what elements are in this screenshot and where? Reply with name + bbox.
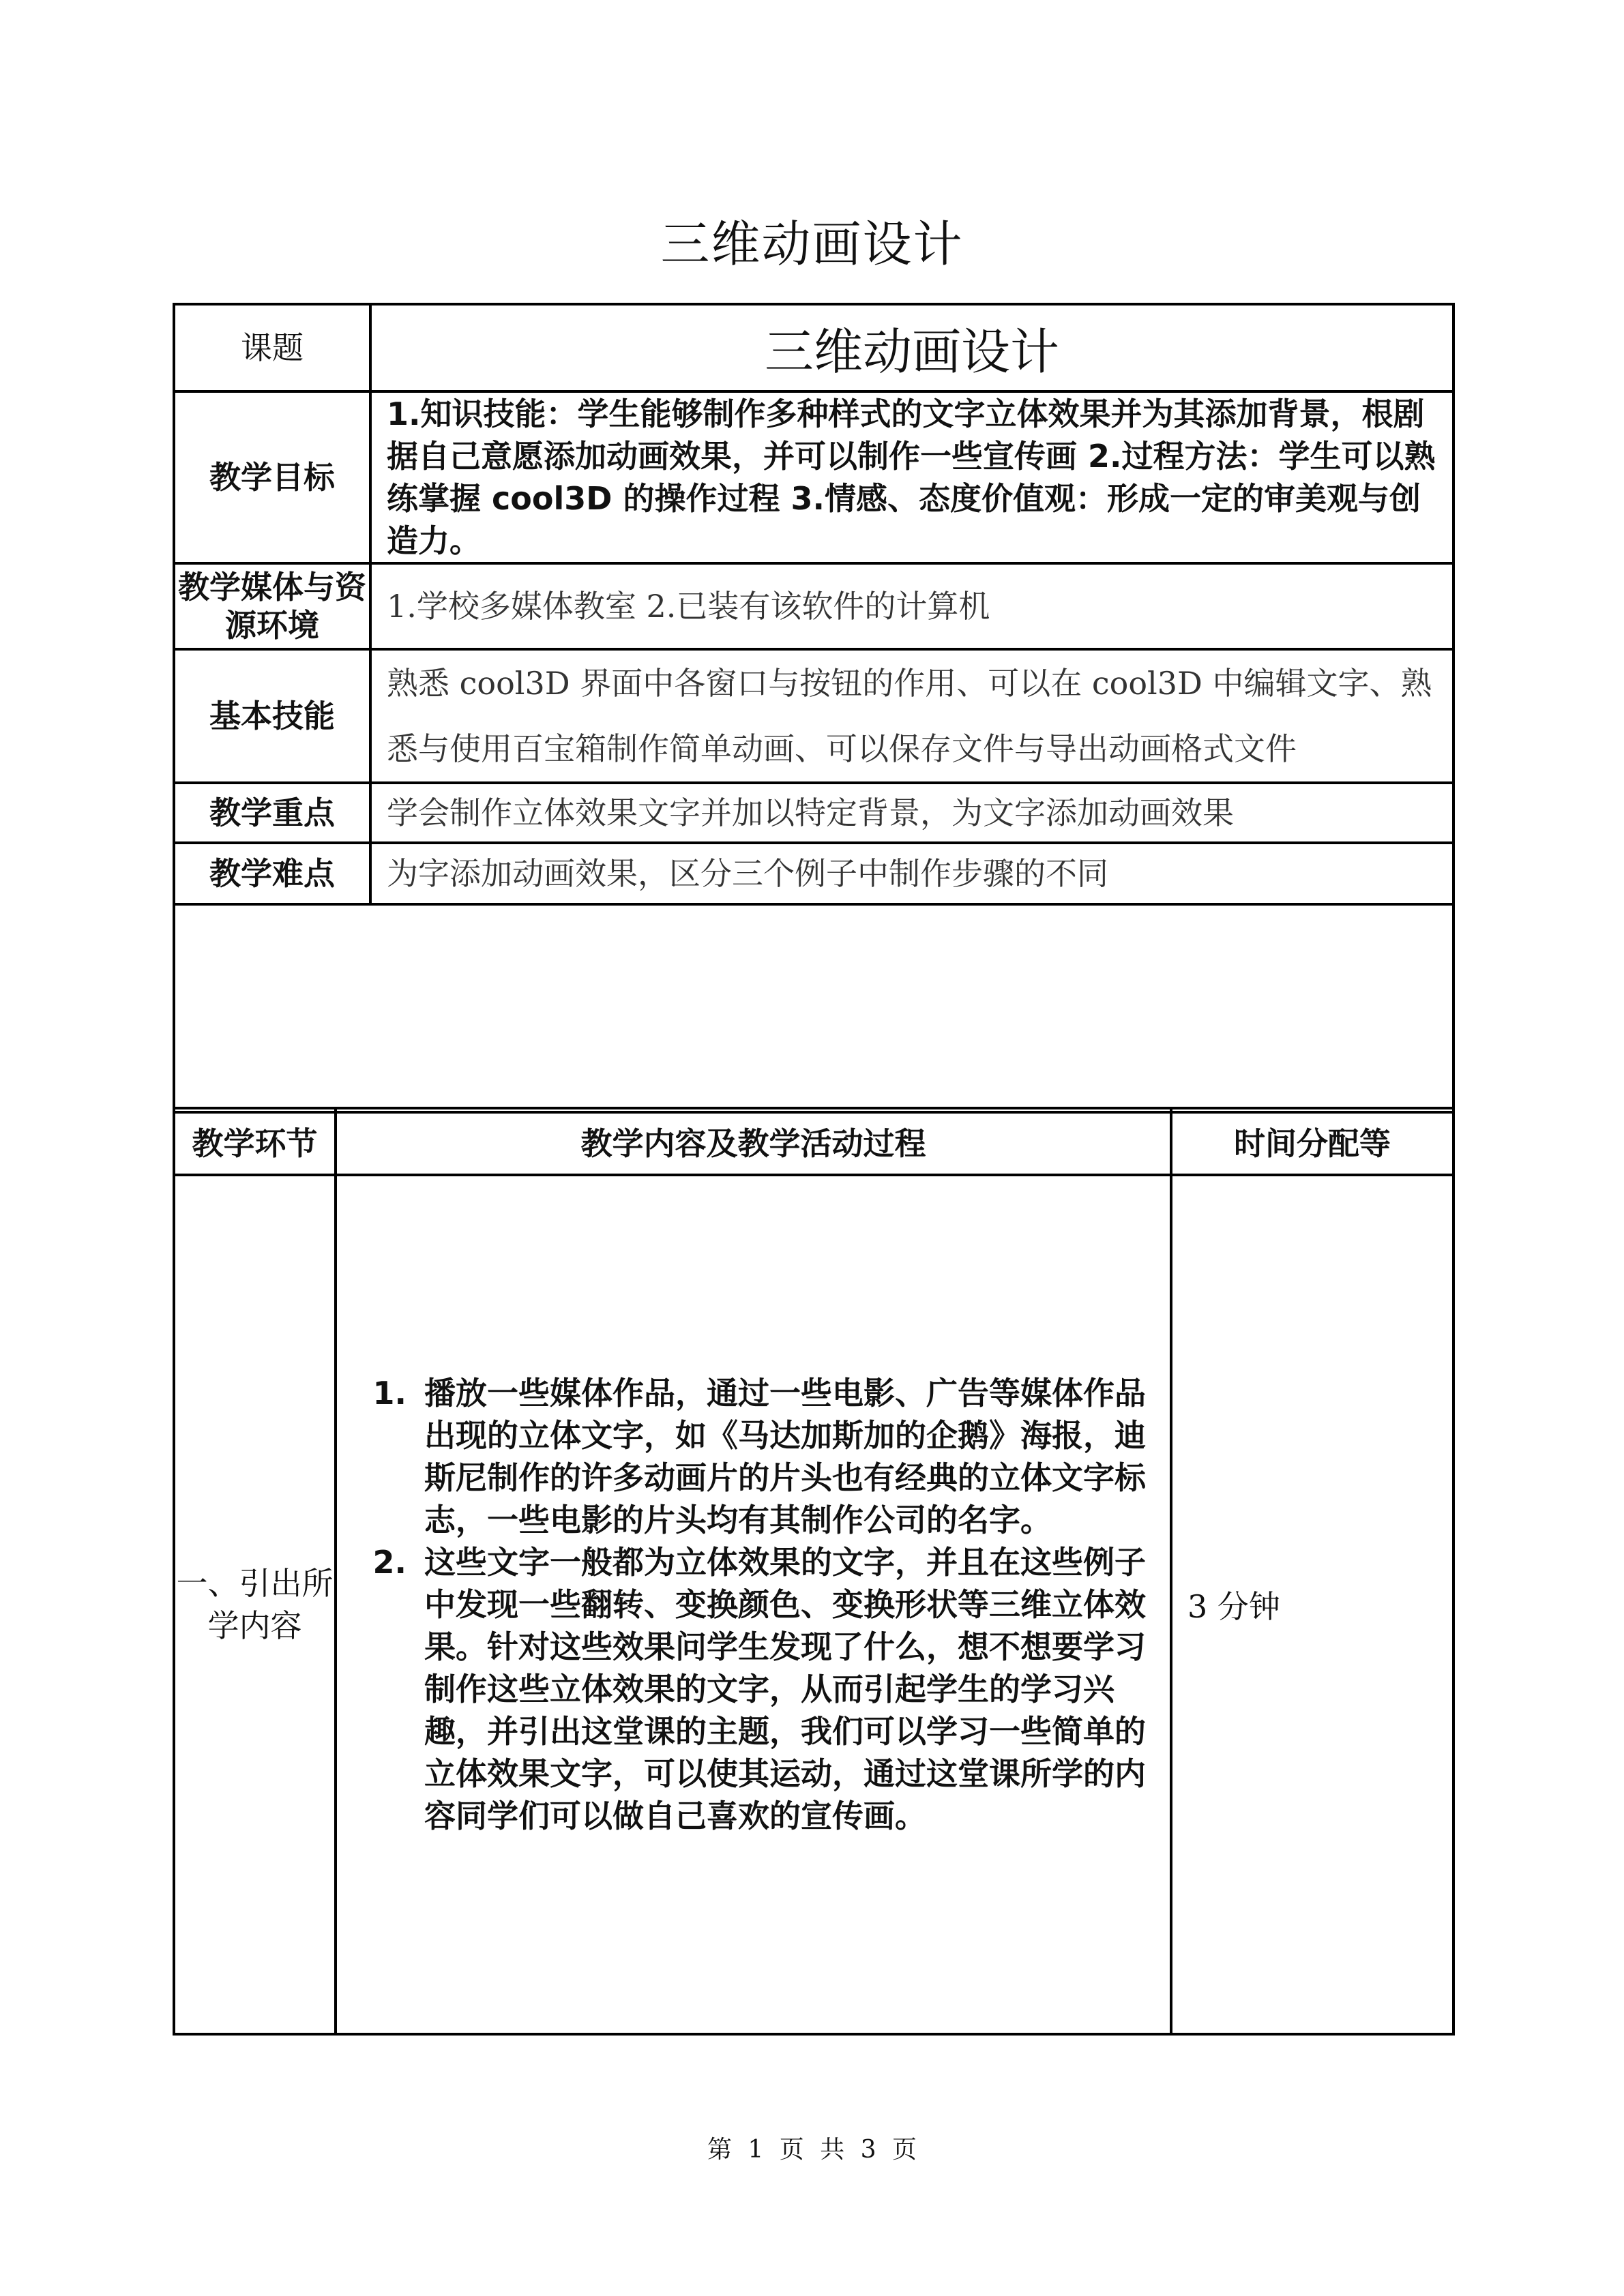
process-row — [174, 1175, 1453, 2034]
document-title: 三维动画设计 — [660, 215, 964, 273]
process-header-row — [174, 1108, 1453, 1175]
difficulty-text: 为字添加动画效果，区分三个例子中制作步骤的不同 — [370, 843, 1453, 904]
header-stage: 教学环节 — [174, 1108, 336, 1175]
difficulty-row — [174, 843, 1453, 904]
activity-list — [337, 1372, 1170, 1837]
blank-row — [174, 904, 1453, 1112]
content-cell — [336, 1175, 1171, 2034]
lesson-info-table — [173, 303, 1455, 1114]
header-content: 教学内容及教学活动过程 — [336, 1108, 1171, 1175]
time-cell: 3 分钟 — [1171, 1175, 1453, 2034]
topic-label: 课题 — [174, 304, 370, 391]
media-label: 教学媒体与资源环境 — [174, 563, 370, 649]
key-text: 学会制作立体效果文字并加以特定背景，为文字添加动画效果 — [370, 783, 1453, 843]
topic-row — [174, 304, 1453, 391]
page-footer: 第 1 页 共 3 页 — [707, 2136, 917, 2164]
lesson-process-table — [173, 1107, 1455, 2036]
skill-label: 基本技能 — [174, 649, 370, 783]
goal-row — [174, 391, 1453, 563]
list-item: 2. 这些文字一般都为立体效果的文字，并且在这些例子中发现一些翻转、变换颜色、变换形状等三维立体效果。针对这些效果问学生发现了什么，想不想要学习制作这些立体效果的文字，从而引起学生的学习兴趣，并引出这堂课的主题，我们可以学习一些简单的立体效果文字，可以使其运动，通过这堂课所学的内容同学们可以做自己喜欢的宣传画。 — [417, 1541, 1155, 1837]
skill-row — [174, 649, 1453, 783]
goal-label: 教学目标 — [174, 391, 370, 563]
stage-cell: 一、引出所学内容 — [174, 1175, 336, 2034]
list-item: 1. 播放一些媒体作品，通过一些电影、广告等媒体作品出现的立体文字，如《马达加斯加的企鹅》海报，迪斯尼制作的许多动画片的片头也有经典的立体文字标志，一些电影的片头均有其制作公司的名字。 — [417, 1372, 1155, 1541]
skill-text: 熟悉 cool3D 界面中各窗口与按钮的作用、可以在 cool3D 中编辑文字、熟悉与使用百宝箱制作简单动画、可以保存文件与导出动画格式文件 — [370, 649, 1453, 783]
topic-value: 三维动画设计 — [370, 304, 1453, 391]
goal-text: 1.知识技能：学生能够制作多种样式的文字立体效果并为其添加背景，根剧据自己意愿添加动画效果，并可以制作一些宣传画 2.过程方法：学生可以熟练掌握 cool3D 的操作过程 3.情感、态度价值观：形成一定的审美观与创造力。 — [370, 391, 1453, 563]
blank-cell — [174, 904, 1453, 1112]
key-row — [174, 783, 1453, 843]
difficulty-label: 教学难点 — [174, 843, 370, 904]
media-row — [174, 563, 1453, 649]
header-time: 时间分配等 — [1171, 1108, 1453, 1175]
key-label: 教学重点 — [174, 783, 370, 843]
media-text: 1.学校多媒体教室 2.已装有该软件的计算机 — [370, 563, 1453, 649]
